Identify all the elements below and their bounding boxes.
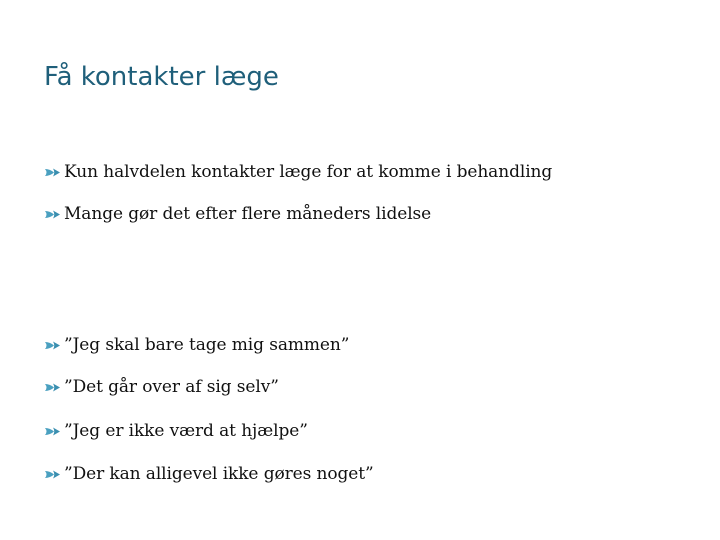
bullet-text: ”Jeg skal bare tage mig sammen” — [64, 335, 350, 355]
slide-title: Få kontakter læge — [44, 62, 279, 92]
bullet-item — [44, 204, 431, 224]
bullet-text: Kun halvdelen kontakter læge for at komme i behandling — [64, 162, 553, 182]
arrow-bullet-icon — [44, 339, 61, 352]
bullet-text: ”Det går over af sig selv” — [64, 377, 279, 397]
bullet-text: ”Der kan alligevel ikke gøres noget” — [64, 464, 374, 484]
arrow-bullet-icon — [44, 166, 61, 179]
bullet-item — [44, 377, 279, 397]
bullet-item — [44, 464, 374, 484]
bullet-list — [44, 0, 704, 540]
bullet-item — [44, 335, 349, 355]
arrow-bullet-icon — [44, 468, 61, 481]
arrow-bullet-icon — [44, 208, 61, 221]
bullet-item — [44, 421, 308, 441]
arrow-bullet-icon — [44, 381, 61, 394]
bullet-text: Mange gør det efter flere måneders lidelse — [64, 204, 432, 224]
arrow-bullet-icon — [44, 425, 61, 438]
bullet-text: ”Jeg er ikke værd at hjælpe” — [64, 421, 308, 441]
bullet-item — [44, 162, 552, 182]
